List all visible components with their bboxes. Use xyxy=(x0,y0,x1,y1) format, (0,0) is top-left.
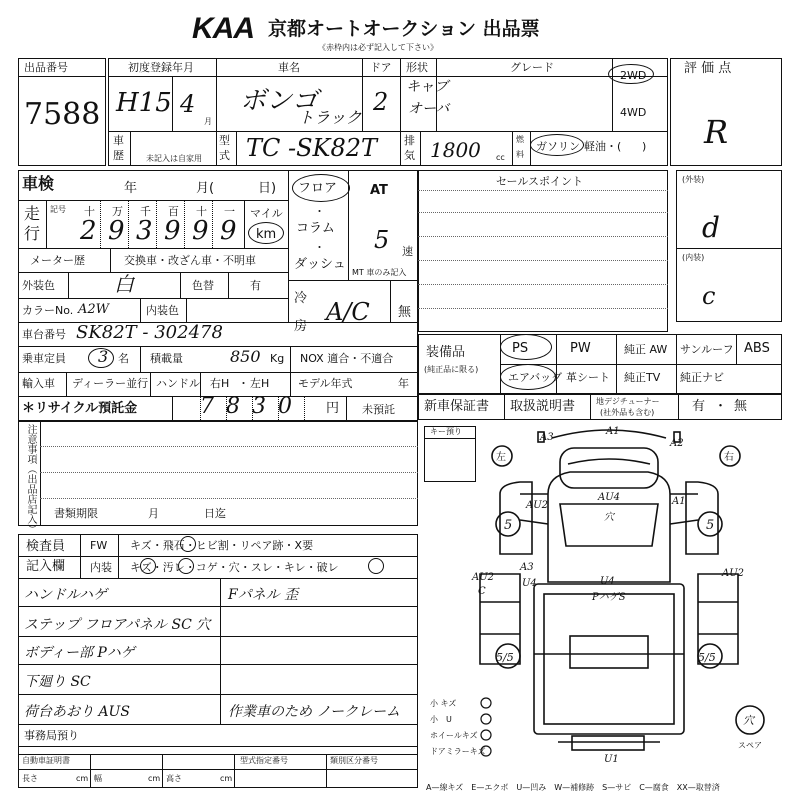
history-label2: 歴 xyxy=(113,149,124,162)
key-label: キー預り xyxy=(430,427,462,436)
circle-airbag xyxy=(500,364,556,390)
insp-line-3: ボディー部 Pハゲ xyxy=(24,645,135,661)
mark-a3-top: A3 xyxy=(540,432,554,443)
circle-ps xyxy=(500,334,552,360)
unit-hyaku: 百 xyxy=(168,205,179,218)
mile-label: マイル xyxy=(250,207,283,220)
recycle-value: 7830 xyxy=(200,394,304,419)
shift-dot2: ・ xyxy=(314,241,325,254)
model-year-unit: 年 xyxy=(398,377,409,390)
mark-a2-top: A2 xyxy=(670,438,684,449)
exterior-grade-value: d xyxy=(702,211,720,244)
shift-floor: フロア xyxy=(298,181,338,196)
mark-au4: AU4 xyxy=(598,492,621,503)
circle-gasoline xyxy=(530,134,584,156)
tire-fr: 5 xyxy=(706,518,715,533)
history-label1: 車 xyxy=(113,134,124,147)
car-name-label: 車名 xyxy=(278,61,300,74)
registration-label: 初度登録年月 xyxy=(128,61,194,74)
circle-floor xyxy=(292,174,350,202)
registration-year: H15 xyxy=(116,88,172,118)
doors-label: ドア xyxy=(370,61,392,74)
meter-label: メーター歴 xyxy=(30,254,85,267)
aircon-label2: 房 xyxy=(294,319,308,334)
doors-value: 2 xyxy=(373,88,389,116)
equip-sunroof: サンルーフ xyxy=(680,343,734,356)
exterior-grade-label: (外装) xyxy=(682,175,705,184)
unit-juman: 十 xyxy=(84,205,95,218)
digit-2: 9 xyxy=(108,216,125,246)
load-value: 850 xyxy=(230,347,261,366)
handle-left: 左H xyxy=(250,377,270,390)
shape-value2: オーバ xyxy=(408,101,450,117)
tire-fl: 5 xyxy=(504,518,513,533)
digi-no: 無 xyxy=(734,399,748,414)
mark-au2-right-bed: AU2 xyxy=(722,568,745,579)
inspector-label1: 検査員 xyxy=(26,539,66,554)
shift-dot1: ・ xyxy=(314,205,325,218)
nox-options: NOX 適合・不適合 xyxy=(300,352,394,365)
import-dealer: ディーラー並行 xyxy=(72,377,149,390)
kaa-logo: KAA xyxy=(192,12,254,45)
equip-ps: PS xyxy=(512,341,529,356)
width-label: 幅 xyxy=(94,774,102,783)
displacement-label2: 気 xyxy=(404,149,415,162)
mileage-label1: 走 xyxy=(24,204,41,223)
tire-rl: 5/5 xyxy=(496,651,514,664)
fuel-close: ) xyxy=(642,140,647,153)
grade-label: グレード xyxy=(510,61,554,74)
circle-yogore xyxy=(178,558,194,574)
capacity-unit: 名 xyxy=(118,352,129,365)
circle-hiseki xyxy=(180,536,196,552)
fw-label: FW xyxy=(90,539,108,552)
recycle-unit: 円 xyxy=(326,401,340,416)
digi-yes: 有 xyxy=(692,399,706,414)
notes-label: 注意事項（出品店記入） xyxy=(25,424,36,534)
interior-grade-value: c xyxy=(702,282,716,310)
mark-au2-left: AU2 xyxy=(526,500,549,511)
registration-month: 4 xyxy=(180,90,196,118)
aircon-label1: 冷 xyxy=(294,291,308,306)
rating-label: 評 価 点 xyxy=(684,61,732,76)
drive-2wd: 2WD xyxy=(620,69,647,82)
type-no-label: 型式指定番号 xyxy=(240,756,288,765)
mileage-label2: 行 xyxy=(24,224,41,243)
displacement-label1: 排 xyxy=(404,134,415,147)
tire-rr: 5/5 xyxy=(698,651,716,664)
digi-note: (社外品も含む) xyxy=(600,408,655,417)
height-unit: cm xyxy=(220,774,233,783)
diagram-right-tag: 右 xyxy=(724,452,734,463)
spare-label: スペア xyxy=(738,741,762,750)
circle-capacity xyxy=(88,348,114,368)
interior-insp-label: 内装 xyxy=(90,561,112,574)
digi-sep: ・ xyxy=(714,399,728,414)
equip-airbag: エアバッグ xyxy=(508,371,563,384)
office-label: 事務局預り xyxy=(24,729,79,742)
color-change-label: 色替 xyxy=(192,279,214,292)
displacement-unit: cc xyxy=(496,153,505,162)
warranty-label: 新車保証書 xyxy=(424,399,490,414)
legend-small-u: 小 U xyxy=(430,715,452,724)
chassis-label: 車台番号 xyxy=(22,328,66,341)
width-unit: cm xyxy=(148,774,161,783)
circle-2wd xyxy=(608,64,654,84)
insp-line-2: ステップ フロアパネル SC 穴 xyxy=(24,617,211,633)
mark-u1: U1 xyxy=(604,754,619,764)
shape-label: 形状 xyxy=(406,61,428,74)
equipment-note: (純正品に限る) xyxy=(424,365,479,374)
equip-aw: 純正 AW xyxy=(624,343,668,356)
mark-a3-bed: A3 xyxy=(520,562,534,573)
capacity-value: 3 xyxy=(98,347,109,366)
mark-c-left: C xyxy=(478,586,486,597)
circle-yabure xyxy=(368,558,384,574)
cert-label: 自動車証明書 xyxy=(22,756,70,765)
class-no-label: 類別区分番号 xyxy=(330,756,378,765)
insp-line-1: ハンドルハゲ xyxy=(24,587,108,603)
diagram-left-tag: 左 xyxy=(496,452,506,463)
legend-small-scratch: 小 キズ xyxy=(430,699,457,708)
equip-abs: ABS xyxy=(744,341,770,356)
grade-box xyxy=(676,170,782,322)
lot-number: 7588 xyxy=(24,97,101,132)
color-no-label: カラーNo. xyxy=(22,304,74,317)
equip-tv: 純正TV xyxy=(624,371,661,384)
color-no-value: A2W xyxy=(78,302,110,317)
insp-line-4: 下廻り SC xyxy=(24,674,91,690)
displacement-value: 1800 xyxy=(430,138,481,162)
capacity-label: 乗車定員 xyxy=(22,352,66,365)
shaken-day: 日) xyxy=(258,181,277,196)
mark-u4-center: U4 xyxy=(600,576,615,587)
handle-dot: ・ xyxy=(238,377,249,390)
fuel-gasoline: ガソリン xyxy=(536,140,580,153)
digit-6: 9 xyxy=(220,216,237,246)
insp-right-5: 作業車のため ノークレーム xyxy=(228,704,401,720)
fw-items: キズ・飛石・ヒビ割・リペア跡・X要 xyxy=(130,539,314,552)
meter-options: 交換車・改ざん車・不明車 xyxy=(124,254,256,267)
circle-kizu xyxy=(140,558,156,574)
mark-u4-bed: U4 xyxy=(522,578,537,589)
sales-point-label: セールスポイント xyxy=(496,175,584,188)
height-label: 高さ xyxy=(166,774,182,783)
rating-value: R xyxy=(704,113,729,151)
fuel-label2: 料 xyxy=(516,150,524,159)
mileage-kigou: 記号 xyxy=(50,205,66,214)
color-change-yes: 有 xyxy=(250,279,261,292)
inspector-label2: 記入欄 xyxy=(26,559,66,574)
drive-4wd: 4WD xyxy=(620,106,647,119)
car-name-value2: トラック xyxy=(298,108,362,127)
manual-label: 取扱説明書 xyxy=(510,399,576,414)
equip-pw: PW xyxy=(570,341,591,356)
digit-5: 9 xyxy=(192,216,209,246)
equipment-label: 装備品 xyxy=(426,345,466,360)
chassis-value: SK82T - 302478 xyxy=(76,322,223,343)
fuel-diesel: 軽油・( xyxy=(584,140,622,153)
month-unit: 月 xyxy=(204,117,212,126)
shape-value: キャブ xyxy=(406,79,448,95)
history-note: 未記入は自家用 xyxy=(146,154,202,163)
shaken-year: 年 xyxy=(124,181,138,196)
doc-month: 月 xyxy=(148,507,159,520)
legend-wheel: ホイールキズ xyxy=(430,731,478,740)
mt-note: MT 車のみ記入 xyxy=(352,268,407,277)
mark-a1-top: A1 xyxy=(606,426,620,437)
load-label: 積載量 xyxy=(150,352,183,365)
unit-man: 万 xyxy=(112,205,123,218)
equip-leather: 革シート xyxy=(566,371,610,384)
spare-mark: 穴 xyxy=(743,714,754,727)
digit-4: 9 xyxy=(164,216,181,246)
load-unit: Kg xyxy=(270,352,285,365)
digit-3: 3 xyxy=(136,216,153,246)
legend-mirror: ドアミラーキズ xyxy=(430,747,486,756)
insp-line-5: 荷台あおり AUS xyxy=(24,704,130,720)
interior-color-label: 内装色 xyxy=(146,304,179,317)
digi-label: 地デジチューナー xyxy=(596,397,660,406)
model-label1: 型 xyxy=(219,134,230,147)
exterior-color-label: 外装色 xyxy=(22,279,55,292)
shift-dash: ダッシュ xyxy=(294,257,346,272)
equip-navi: 純正ナビ xyxy=(680,371,724,384)
insp-right-1: Fパネル 歪 xyxy=(228,587,299,603)
unit-ichi: 一 xyxy=(224,205,235,218)
shift-column: コラム xyxy=(296,221,335,236)
doc-deadline-label: 書類期限 xyxy=(54,507,98,520)
aircon-value: A/C xyxy=(326,298,370,326)
form-subtitle: 《赤枠内は必ず記入して下さい》 xyxy=(318,43,438,52)
interior-grade-label: (内装) xyxy=(682,253,705,262)
shift-speed: 5 xyxy=(374,226,390,254)
mark-au2-left-bed: AU2 xyxy=(472,572,495,583)
car-name-value: ボンゴ xyxy=(240,86,319,116)
unit-sen: 千 xyxy=(140,205,151,218)
length-label: 長さ xyxy=(22,774,38,783)
lot-label: 出品番号 xyxy=(24,61,68,74)
shift-at: AT xyxy=(370,183,388,198)
shaken-label: 車検 xyxy=(22,174,55,193)
car-damage-diagram xyxy=(420,424,790,764)
recycle-status: 未預託 xyxy=(362,403,395,416)
handle-right: 右H xyxy=(210,377,230,390)
shift-speed-unit: 速 xyxy=(402,245,413,258)
mark-a1-right: A1 xyxy=(672,496,686,507)
legend-codes: A—線キズ E—エクボ U—凹み W—補修跡 S—サビ C—腐食 XX—取替済 xyxy=(426,783,720,792)
exterior-color-value: 白 xyxy=(114,272,134,296)
unit-ju: 十 xyxy=(196,205,207,218)
circle-km xyxy=(248,222,284,244)
fuel-label1: 燃 xyxy=(516,135,524,144)
model-value: TC -SK82T xyxy=(246,134,378,162)
handle-label: ハンドル xyxy=(156,377,200,390)
length-unit: cm xyxy=(76,774,89,783)
mark-ana: 穴 xyxy=(604,512,614,523)
mark-phage: PハゲS xyxy=(592,592,626,603)
shaken-month: 月( xyxy=(196,181,215,196)
recycle-label: ＊リサイクル預託金 xyxy=(22,401,138,416)
model-label2: 式 xyxy=(219,149,230,162)
doc-day: 日迄 xyxy=(204,507,226,520)
form-title: 京都オートオークション 出品票 xyxy=(268,18,540,40)
import-label: 輸入車 xyxy=(22,377,55,390)
interior-insp-items: キズ・汚レ・コゲ・穴・スレ・キレ・破レ xyxy=(130,561,339,574)
digit-1: 2 xyxy=(80,216,97,246)
model-year-label: モデル年式 xyxy=(298,377,353,390)
km-label: km xyxy=(256,227,277,242)
aircon-none: 無 xyxy=(398,305,412,320)
